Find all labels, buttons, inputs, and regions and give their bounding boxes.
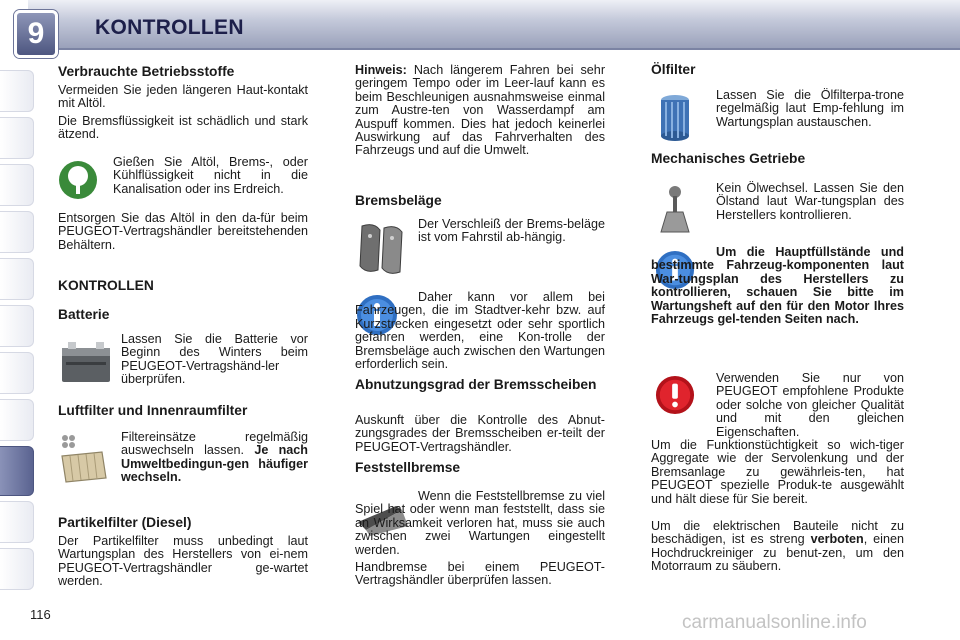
gearbox-info-paragraph: Um die Hauptfüllstände und bestimmte Fahrzeug-komponenten laut War-tungsplan des Herstellers zu kontrollieren, schauen Sie bitte im Wartungsheft auf den für den Motor Ihres Fahrzeugs gel-tenden Seiten nach.: [651, 245, 904, 327]
brake-discs-paragraph: Auskunft über die Kontrolle des Abnut-zungsgrades der Bremsscheiben er-teilt der PEUGEOT-Vertragshändler.: [355, 413, 605, 454]
used-fluids-heading: Verbrauchte Betriebsstoffe: [58, 64, 235, 79]
electrical-bold: verboten: [810, 532, 864, 547]
battery-paragraph: Lassen Sie die Batterie vor Beginn des Winters beim PEUGEOT-Vertragshänd-ler überprüfen.: [121, 332, 308, 387]
gearbox-heading: Mechanisches Getriebe: [651, 151, 806, 166]
chapter-tab-active: [0, 446, 34, 496]
chapter-tab: [0, 164, 34, 206]
chapter-tab: [0, 211, 34, 253]
page-title: KONTROLLEN: [95, 16, 244, 39]
parking-brake-dealer-paragraph: Handbremse bei einem PEUGEOT-Vertragshändler überprüfen lassen.: [355, 560, 605, 588]
page-number: 116: [30, 607, 51, 622]
brake-pads-icon: [356, 220, 408, 276]
particle-filter-heading: Partikelfilter (Diesel): [58, 515, 192, 530]
environment-paragraph: Gießen Sie Altöl, Brems-, oder Kühlflüssigkeit nicht in die Kanalisation oder ins Erdreich.: [113, 155, 308, 196]
warning-exclamation-icon: [655, 375, 695, 415]
brake-fluid-paragraph: Die Bremsflüssigkeit ist schädlich und stark ätzend.: [58, 113, 308, 142]
brake-discs-heading: Abnutzungsgrad der Bremsscheiben: [355, 377, 597, 392]
chapter-tab: [0, 352, 34, 394]
oil-filter-paragraph: Lassen Sie die Ölfilterpa-trone regelmäßig laut Emp-fehlung im Wartungsplan austauschen.: [716, 88, 904, 129]
air-filter-heading: Luftfilter und Innenraumfilter: [58, 403, 248, 418]
brake-pads-heading: Bremsbeläge: [355, 193, 442, 208]
battery-heading: Batterie: [58, 307, 110, 322]
warning-paragraph: Verwenden Sie nur von PEUGEOT empfohlene Produkte oder solche von gleicher Qualität und mit den gleichen Eigenschaften.: [716, 371, 904, 439]
brake-pads-paragraph: Der Verschleiß der Brems-beläge ist vom Fahrstil ab-hängig.: [418, 217, 605, 245]
chapter-tab: [0, 501, 34, 543]
hint-label: Hinweis:: [355, 63, 407, 77]
oil-disposal-paragraph: Entsorgen Sie das Altöl in den da-für beim PEUGEOT-Vertragshändler bereitstehenden Behältern.: [58, 211, 308, 252]
hint-paragraph: Nach längerem Fahren bei sehr geringem Tempo oder im Leer-lauf kann es beim Beschleunigen ausnahmsweise einmal zum Austre-ten von Wasserdampf am Auspuff kommen. Dies hat jedoch keinerlei Auswirkung auf das Fahrverhalten des Fahrzeugs und auf die Umwelt.: [355, 63, 606, 158]
functionality-paragraph: Um die Funktionstüchtigkeit so wich-tiger Aggregate wie der Servolenkung und der Bremsanlage zu gewährleis-ten, hat PEUGEOT spezielle Produk-te ausgewählt und hält diese für Sie bereit.: [651, 438, 904, 506]
chapter-tab: [0, 70, 34, 112]
used-oil-paragraph: Vermeiden Sie jeden längeren Haut-kontakt mit Altöl.: [58, 83, 308, 111]
chapter-tabs: [0, 70, 34, 595]
brake-pads-info-paragraph: Daher kann vor allem bei Fahrzeugen, die im Stadtver-kehr bzw. auf Kurzstrecken eingesetzt oder sehr sportlich gefahren werden, eine Kon-trolle der Bremsbeläge auch zwischen den Wartungen erforderlich sein.: [355, 290, 605, 372]
environment-tree-icon: [58, 160, 98, 200]
oil-filter-icon: [655, 92, 695, 144]
gearbox-paragraph: Kein Ölwechsel. Lassen Sie den Ölstand laut War-tungsplan des Herstellers kontrollieren.: [716, 181, 904, 222]
filter-bold-note: Je nach Umweltbedingun-gen häufiger wechseln.: [121, 443, 309, 485]
chapter-tab: [0, 117, 34, 159]
chapter-tab: [0, 399, 34, 441]
parking-brake-paragraph: Wenn die Feststellbremse zu viel Spiel hat oder wenn man feststellt, dass sie an Wirksamkeit verloren hat, muss sie auch zwischen zwei Wartungen eingestellt werden.: [355, 489, 605, 557]
chapter-tab: [0, 548, 34, 590]
watermark: carmanualsonline.info: [682, 612, 867, 633]
filter-paragraph: Filtereinsätze regelmäßig auswechseln lassen.: [121, 430, 308, 458]
oil-filter-heading: Ölfilter: [651, 62, 696, 77]
chapter-tab: [0, 305, 34, 347]
section-heading: KONTROLLEN: [58, 278, 154, 293]
particle-filter-paragraph: Der Partikelfilter muss unbedingt laut Wartungsplan des Herstellers von ei-nem PEUGEOT-Vertragshändler ge-wartet werden.: [58, 534, 308, 589]
electrical-paragraph: Um die elektrischen Bauteile nicht zu beschädigen, ist es streng: [651, 519, 904, 547]
electrical-paragraph-end: , einen Hochdruckreiniger zu benut-zen, um den Motorraum zu säubern.: [651, 532, 904, 574]
parking-brake-heading: Feststellbremse: [355, 460, 461, 475]
chapter-tab: [0, 258, 34, 300]
chapter-badge: 9: [14, 10, 58, 58]
battery-icon: [58, 334, 114, 386]
header-divider: [28, 48, 960, 50]
gear-lever-icon: [657, 184, 693, 234]
air-filter-icon: [58, 432, 108, 484]
